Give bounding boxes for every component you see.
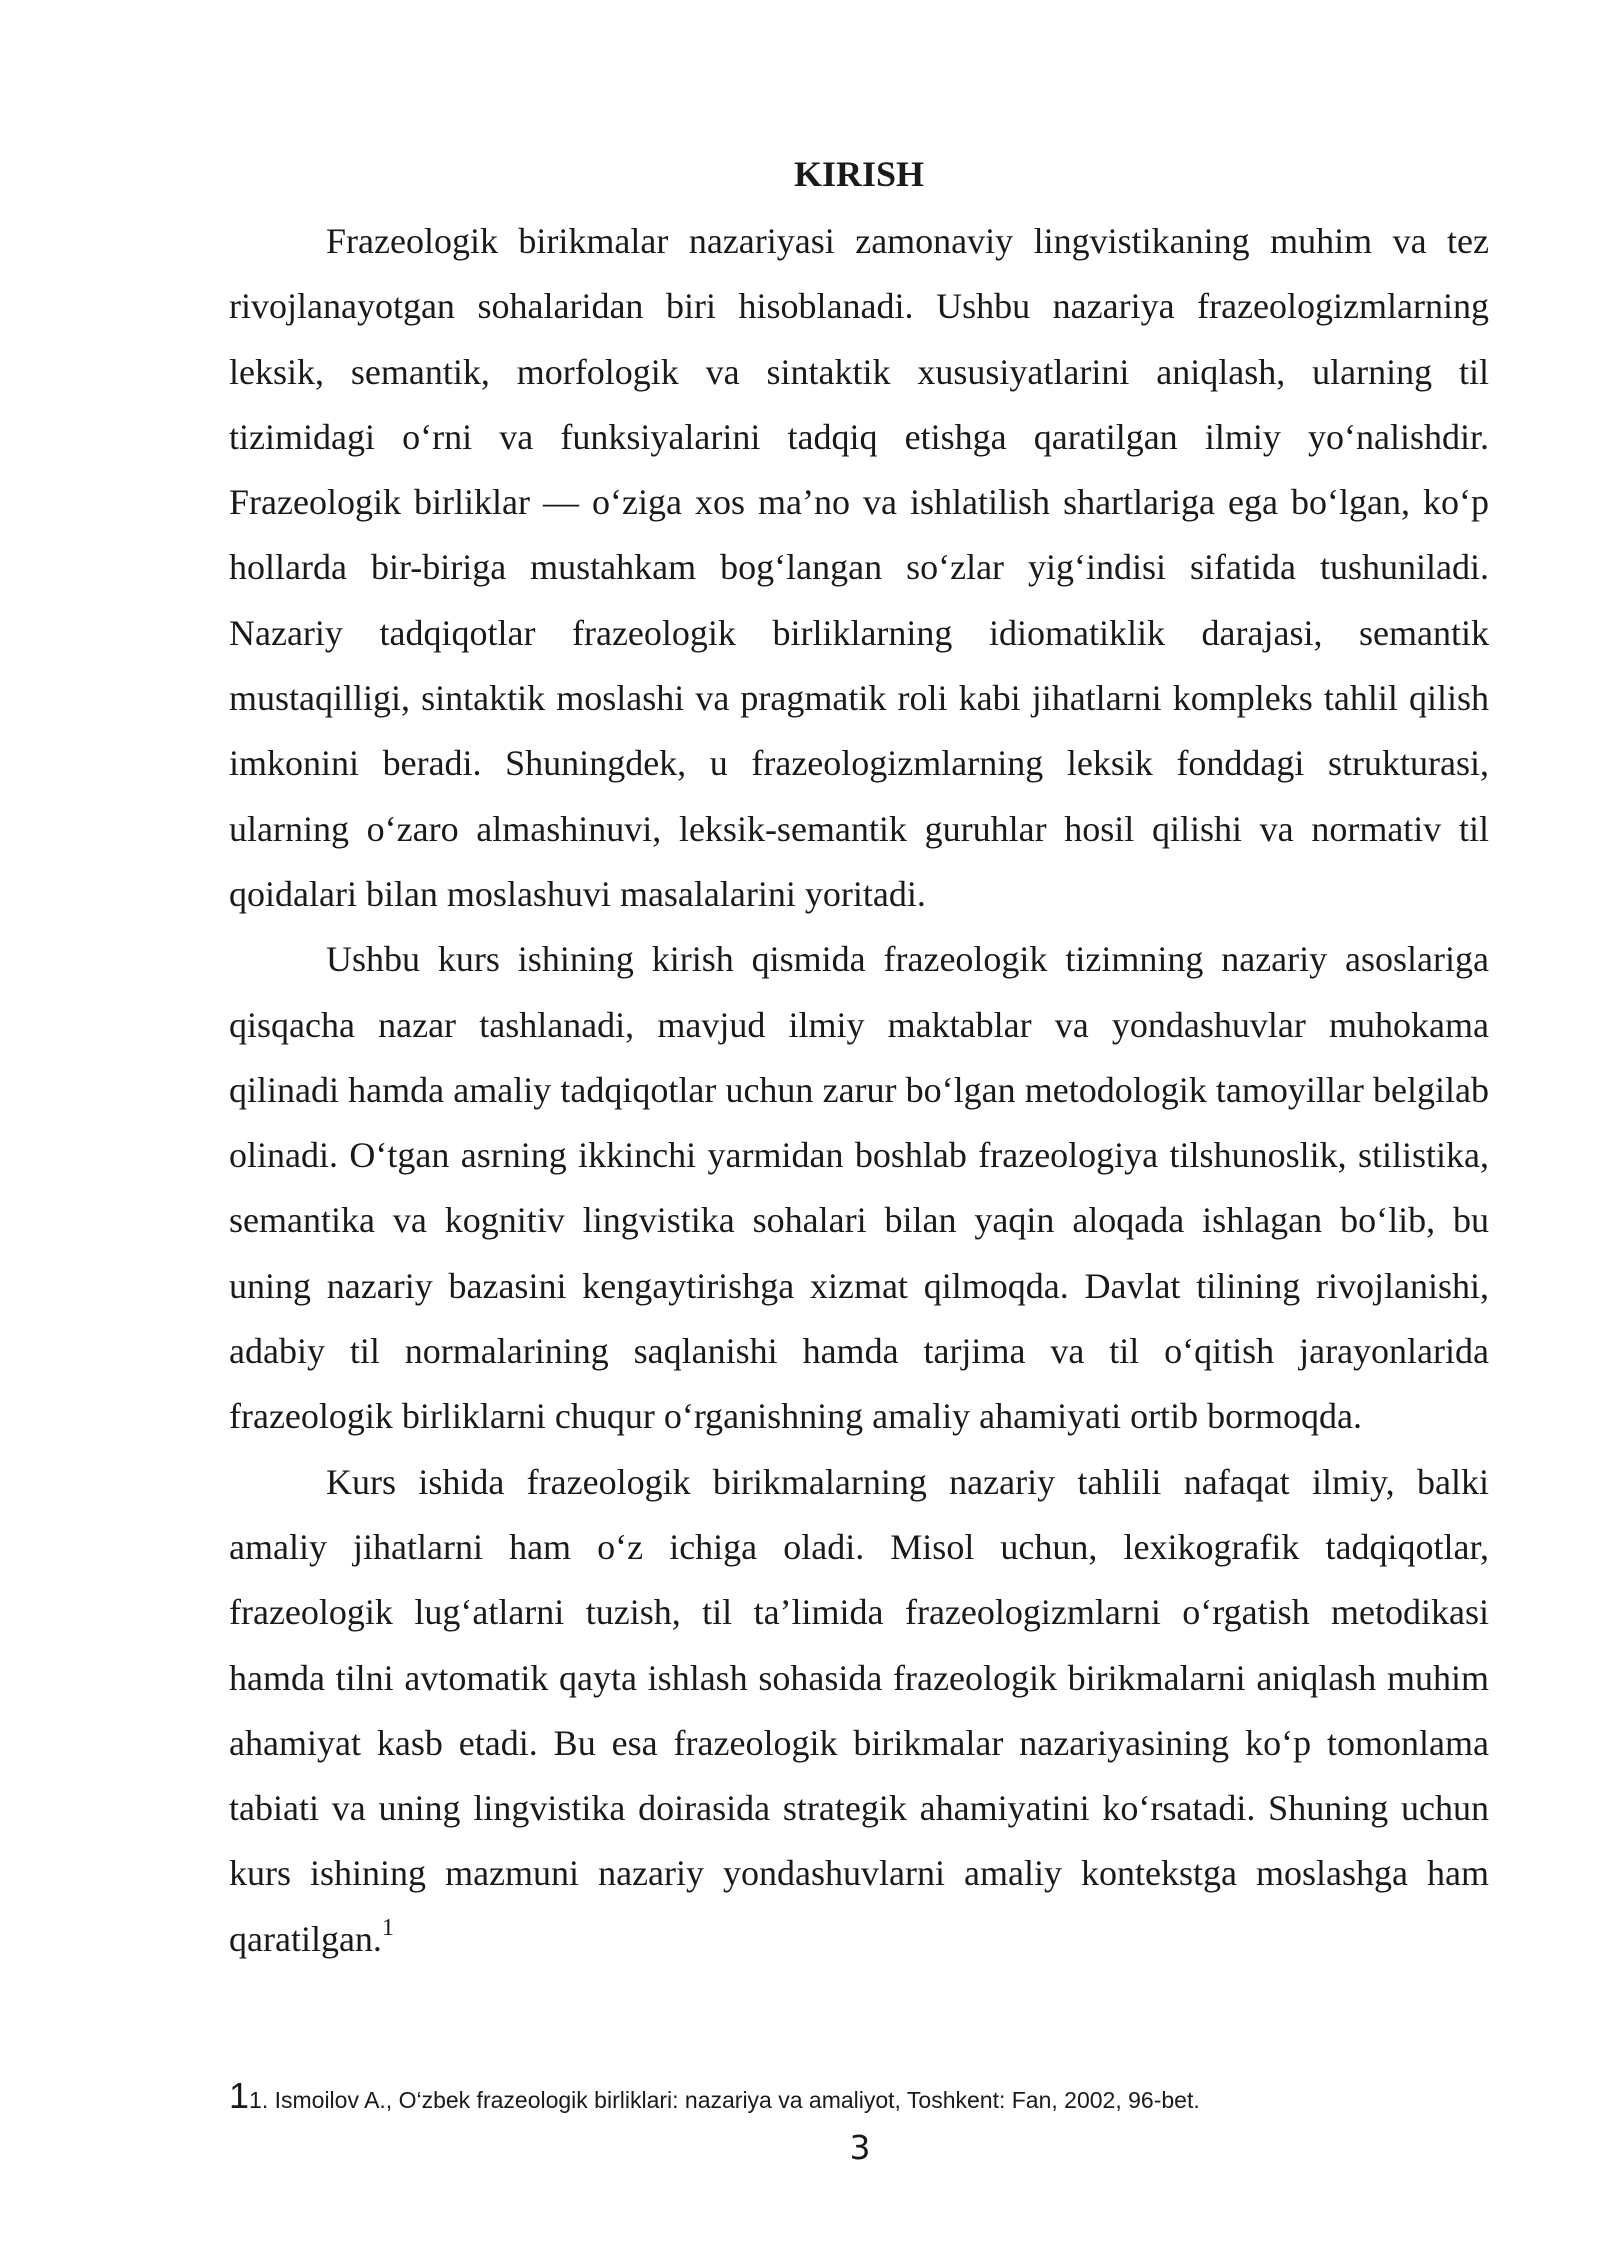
page-heading: KIRISH (793, 154, 925, 194)
paragraph-1: Frazeologik birikmalar nazariyasi zamonaviy lingvistikaning muhim va tez rivojlanayotgan sohalaridan biri hisoblanadi. Ushbu nazariya frazeologizmlarning leksik, semantik, morfologik va sintaktik xususiyatlarini aniqlash, ularning til tizimidagi o‘rni va funksiyalarini tadqiq etishga qaratilgan ilmiy yo‘nalishdir. Frazeologik birliklar — o‘ziga xos ma’no va ishlatilish shartlariga ega bo‘lgan, ko‘p hollarda bir-biriga mustahkam bog‘langan so‘zlar yig‘indisi sifatida tushuniladi. Nazariy tadqiqotlar frazeologik birliklarning idiomatiklik darajasi, semantik mustaqilligi, sintaktik moslashi va pragmatik roli kabi jihatlarni kompleks tahlil qilish imkonini beradi. Shuningdek, u frazeologizmlarning leksik fonddagi strukturasi, ularning o‘zaro almashinuvi, leksik-semantik guruhlar hosil qilishi va normativ til qoidalari bilan moslashuvi masalalarini yoritadi. (229, 221, 1489, 914)
body-text (229, 209, 1489, 1972)
paragraph-2: Ushbu kurs ishining kirish qismida frazeologik tizimning nazariy asoslariga qisqacha nazar tashlanadi, mavjud ilmiy maktablar va yondashuvlar muhokama qilinadi hamda amaliy tadqiqotlar uchun zarur bo‘lgan metodologik tamoyillar belgilab olinadi. O‘tgan asrning ikkinchi yarmidan boshlab frazeologiya tilshunoslik, stilistika, semantika va kognitiv lingvistika sohalari bilan yaqin aloqada ishlagan bo‘lib, bu uning nazariy bazasini kengaytirishga xizmat qilmoqda. Davlat tilining rivojlanishi, adabiy til normalarining saqlanishi hamda tarjima va til o‘qitish jarayonlarida frazeologik birliklarni chuqur o‘rganishning amaliy ahamiyati ortib bormoqda. (229, 939, 1489, 1437)
footnote-text: 1. Ismoilov A., O‘zbek frazeologik birliklari: nazariya va amaliyot, Toshkent: Fan, 2002, 96-bet. (249, 2087, 1200, 2113)
footnote-marker: 1 (229, 2075, 250, 2116)
footnote (229, 2072, 1529, 2124)
paragraph-3 (229, 1450, 1489, 1972)
page-number: 3 (849, 2128, 871, 2167)
footnote-reference[interactable]: 1 (381, 1914, 394, 1941)
paragraph-3-text: Kurs ishida frazeologik birikmalarning nazariy tahlili nafaqat ilmiy, balki amaliy jihatlarni ham o‘z ichiga oladi. Misol uchun, lexikografik tadqiqotlar, frazeologik lug‘atlarni tuzish, til ta’limida frazeologizmlarni o‘rgatish metodikasi hamda tilni avtomatik qayta ishlash sohasida frazeologik birikmalarni aniqlash muhim ahamiyat kasb etadi. Bu esa frazeologik birikmalar nazariyasining ko‘p tomonlama tabiati va uning lingvistika doirasida strategik ahamiyatini ko‘rsatadi. Shuning uchun kurs ishining mazmuni nazariy yondashuvlarni amaliy kontekstga moslashga ham qaratilgan. (229, 1461, 1489, 1959)
